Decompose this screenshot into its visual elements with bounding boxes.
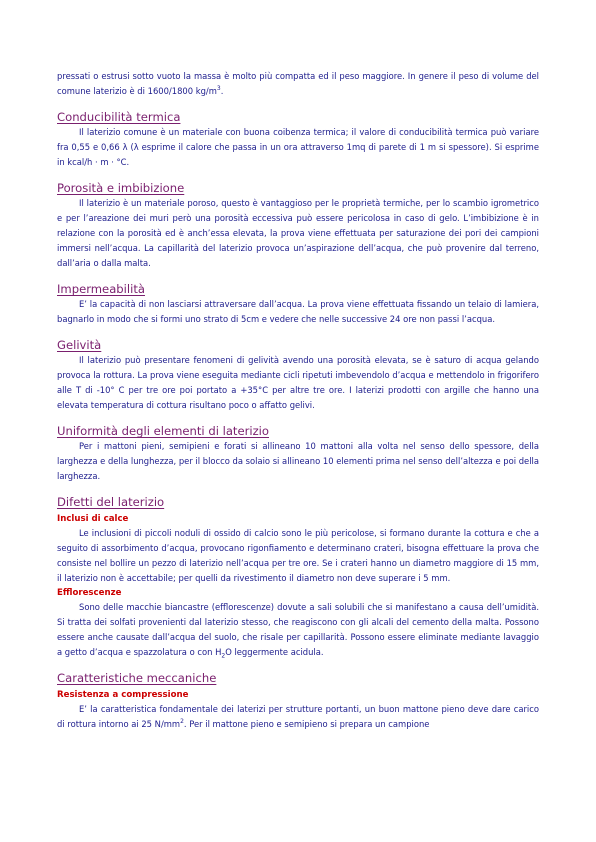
- heading-impermeabilita: Impermeabilità: [57, 282, 145, 296]
- section-gelivita: [57, 338, 539, 413]
- section-porosita: [57, 181, 539, 271]
- heading-difetti: Difetti del laterizio: [57, 495, 165, 509]
- paragraph-resistenza-compressione: E’ la caratteristica fondamentale dei laterizi per strutture portanti, un buon mattone pieno deve dare carico di rottura intorno ai 25 $N/mm^2$. Per il mattone pieno e semipieno si prepara un campione: [57, 704, 539, 729]
- heading-gelivita: Gelività: [57, 338, 102, 352]
- subheading-efflorescenze: Efflorescenze: [57, 588, 122, 598]
- subheading-resistenza-compressione: Resistenza a compressione: [57, 690, 189, 700]
- page-content: [57, 69, 539, 732]
- heading-conducibilita: Conducibilità termica: [57, 110, 181, 124]
- paragraph-uniformita: Per i mattoni pieni, semipieni e forati si allineano 10 mattoni alla volta nel senso dello spessore, della larghezza e della lunghezza, per il blocco da solaio si allineano 10 elementi prima nel senso dell’altezza e poi della larghezza.: [57, 441, 539, 481]
- subheading-inclusi-calce: Inclusi di calce: [57, 514, 129, 524]
- paragraph-inclusi-calce: Le inclusioni di piccoli noduli di ossido di calcio sono le più pericolose, si formano durante la cottura e che a seguito di assorbimento d’acqua, provocano rigonfiamento e determinano crateri, bisogna effettuare la prova che consiste nel bollire un pezzo di laterizio nell’acqua per tre ore. Se i crateri hanno un diametro maggiore di 15 mm, il laterizio non è accettabile; per quelli da rivestimento il diametro non deve superare i 5 mm.: [57, 528, 539, 583]
- paragraph-conducibilita: Il laterizio comune è un materiale con buona coibenza termica; il valore di conducibilità termica può variare fra 0,55 e 0,66 λ (λ esprime il calore che passa in un ora attraverso 1mq di parete di 1 m si spessore). Si esprime in kcal/h · m · °C.: [57, 127, 539, 167]
- heading-meccaniche: Caratteristiche meccaniche: [57, 671, 217, 685]
- section-impermeabilita: [57, 282, 539, 327]
- intro-paragraph: pressati o estrusi sotto vuoto la massa è molto più compatta ed il peso maggiore. In genere il peso di volume del comune laterizio è di 1600/1800 $kg/m^3$.: [57, 71, 539, 96]
- section-conducibilita: [57, 110, 539, 170]
- paragraph-porosita: Il laterizio è un materiale poroso, questo è vantaggioso per le proprietà termiche, per lo scambio igrometrico e per l’areazione dei muri però una porosità eccessiva può essere pericolosa in caso di gelo. L’imbibizione è in relazione con la porosità ed è anch’essa elevata, la prova viene effettuata per saturazione dei pori dei campioni immersi nell’acqua. La capillarità del laterizio provoca un’aspirazione dell’acqua, che può provenire dal terreno, dall’aria o dalla malta.: [57, 198, 539, 268]
- heading-uniformita: Uniformità degli elementi di laterizio: [57, 424, 269, 438]
- section-uniformita: [57, 424, 539, 484]
- paragraph-impermeabilita: E’ la capacità di non lasciarsi attraversare dall’acqua. La prova viene effettuata fissando un telaio di lamiera, bagnarlo in modo che si formi uno strato di 5cm e vedere che nelle successive 24 ore non passi l’acqua.: [57, 299, 539, 324]
- paragraph-efflorescenze: Sono delle macchie biancastre (efflorescenze) dovute a sali solubili che si manifestano a causa dell’umidità. Si tratta dei solfati provenienti dal laterizio stesso, che reagiscono con gli alcali del cemento della malta. Possono essere anche causate dall’acqua del suolo, che risale per capillarità. Possono essere eliminate mediante lavaggio a getto d’acqua e spazzolatura o con $H_2O$ leggermente acidula.: [57, 602, 539, 660]
- section-difetti: [57, 495, 539, 660]
- section-meccaniche: [57, 671, 539, 732]
- paragraph-gelivita: Il laterizio può presentare fenomeni di gelività avendo una porosità elevata, se è saturo di acqua gelando provoca la rottura. La prova viene eseguita mediante cicli ripetuti imbevendolo d’acqua e mettendolo in frigorifero alle T di -10° C per tre ore poi portato a +35°C per altre tre ore. I laterizi prodotti con argille che hanno una elevata temperatura di cottura risultano poco o affatto gelivi.: [57, 355, 539, 410]
- heading-porosita: Porosità e imbibizione: [57, 181, 185, 195]
